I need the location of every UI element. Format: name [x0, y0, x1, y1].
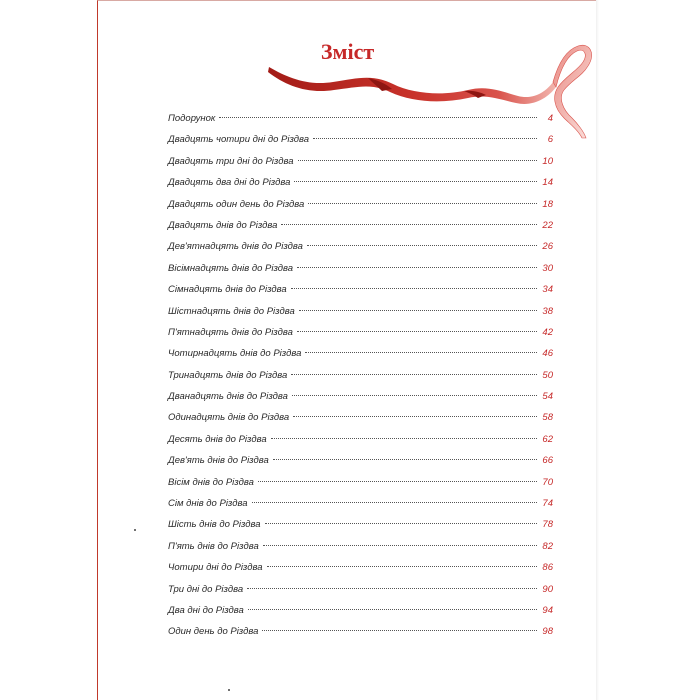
toc-leader-dots — [297, 267, 537, 268]
toc-leader-dots — [271, 438, 537, 439]
toc-entry-page-number: 78 — [542, 519, 553, 531]
toc-leader-dots — [263, 545, 537, 546]
print-speck — [134, 529, 136, 531]
toc-entry-page-number: 90 — [542, 583, 553, 595]
toc-leader-dots — [262, 630, 537, 631]
toc-entry[interactable] — [168, 455, 553, 476]
toc-leader-dots — [258, 481, 537, 482]
toc-leader-dots — [305, 352, 537, 353]
toc-entry[interactable] — [168, 519, 553, 540]
toc-entry-page-number: 14 — [542, 177, 553, 189]
toc-entry-page-number: 74 — [542, 498, 553, 510]
toc-entry[interactable] — [168, 605, 553, 626]
toc-entry[interactable] — [168, 241, 553, 262]
table-of-contents — [168, 113, 553, 648]
toc-entry-page-number: 86 — [542, 562, 553, 574]
toc-leader-dots — [294, 181, 537, 182]
toc-entry[interactable] — [168, 584, 553, 605]
toc-leader-dots — [292, 395, 537, 396]
toc-entry-page-number: 38 — [542, 305, 553, 317]
print-speck — [228, 689, 230, 691]
toc-entry[interactable] — [168, 562, 553, 583]
toc-entry-title: Тринадцять днів до Різдва — [168, 369, 288, 381]
toc-entry-page-number: 42 — [542, 326, 553, 338]
toc-entry-title: Двадцять один день до Різдва — [168, 198, 305, 210]
toc-entry[interactable] — [168, 134, 553, 155]
toc-leader-dots — [293, 416, 537, 417]
toc-entry-page-number: 98 — [542, 626, 553, 638]
toc-entry[interactable] — [168, 156, 553, 177]
toc-entry-page-number: 70 — [542, 476, 553, 488]
toc-entry[interactable] — [168, 498, 553, 519]
toc-entry[interactable] — [168, 306, 553, 327]
toc-entry-title: Шістнадцять днів до Різдва — [168, 305, 295, 317]
toc-leader-dots — [298, 160, 538, 161]
toc-leader-dots — [297, 331, 537, 332]
toc-entry-page-number: 94 — [542, 604, 553, 616]
toc-entry-page-number: 54 — [542, 391, 553, 403]
toc-leader-dots — [219, 117, 537, 118]
toc-entry-title: Двадцять два дні до Різдва — [168, 177, 291, 189]
toc-entry[interactable] — [168, 177, 553, 198]
toc-entry[interactable] — [168, 626, 553, 647]
toc-entry[interactable] — [168, 327, 553, 348]
toc-entry[interactable] — [168, 541, 553, 562]
toc-entry[interactable] — [168, 370, 553, 391]
toc-entry-title: Дванадцять днів до Різдва — [168, 391, 288, 403]
toc-entry-page-number: 6 — [547, 134, 553, 146]
toc-leader-dots — [267, 566, 537, 567]
toc-entry-title: Десять днів до Різдва — [168, 433, 267, 445]
toc-entry-title: Три дні до Різдва — [168, 583, 244, 595]
toc-entry[interactable] — [168, 263, 553, 284]
toc-leader-dots — [252, 502, 537, 503]
toc-entry[interactable] — [168, 199, 553, 220]
toc-entry-title: Один день до Різдва — [168, 626, 259, 638]
toc-entry[interactable] — [168, 113, 553, 134]
toc-entry-title: Чотири дні до Різдва — [168, 562, 263, 574]
toc-entry-title: Сім днів до Різдва — [168, 498, 248, 510]
toc-leader-dots — [281, 224, 537, 225]
toc-entry-title: Дев'ятнадцять днів до Різдва — [168, 241, 303, 253]
toc-entry-page-number: 50 — [542, 369, 553, 381]
toc-leader-dots — [291, 288, 537, 289]
toc-entry-title: П'ять днів до Різдва — [168, 540, 259, 552]
toc-entry-page-number: 82 — [542, 540, 553, 552]
toc-leader-dots — [247, 588, 537, 589]
toc-leader-dots — [291, 374, 537, 375]
toc-entry-title: Дев'ять днів до Різдва — [168, 455, 269, 467]
toc-leader-dots — [307, 245, 537, 246]
toc-entry-title: Шість днів до Різдва — [168, 519, 261, 531]
toc-leader-dots — [248, 609, 537, 610]
toc-entry-page-number: 58 — [542, 412, 553, 424]
ribbon-strip — [268, 67, 556, 104]
toc-entry-page-number: 34 — [542, 284, 553, 296]
toc-leader-dots — [313, 138, 537, 139]
toc-entry-page-number: 30 — [542, 262, 553, 274]
toc-leader-dots — [273, 459, 537, 460]
toc-leader-dots — [299, 310, 537, 311]
toc-entry-title: Вісім днів до Різдва — [168, 476, 254, 488]
toc-entry-page-number: 66 — [542, 455, 553, 467]
toc-entry[interactable] — [168, 477, 553, 498]
toc-leader-dots — [308, 203, 537, 204]
page-title: Зміст — [320, 39, 375, 64]
toc-entry-title: Чотирнадцять днів до Різдва — [168, 348, 302, 360]
toc-entry-title: Подорунок — [168, 113, 216, 124]
toc-entry-title: П'ятнадцять днів до Різдва — [168, 326, 293, 338]
toc-entry-page-number: 22 — [542, 219, 553, 231]
toc-entry[interactable] — [168, 348, 553, 369]
toc-leader-dots — [265, 523, 537, 524]
toc-entry-page-number: 46 — [542, 348, 553, 360]
toc-entry-page-number: 62 — [542, 433, 553, 445]
toc-entry-title: Сімнадцять днів до Різдва — [168, 284, 287, 296]
toc-entry-page-number: 4 — [547, 113, 553, 124]
toc-entry[interactable] — [168, 220, 553, 241]
ribbon-loop — [553, 45, 592, 138]
toc-entry-page-number: 26 — [542, 241, 553, 253]
toc-entry-page-number: 18 — [542, 198, 553, 210]
toc-entry-title: Два дні до Різдва — [168, 604, 244, 616]
toc-entry-title: Двадцять днів до Різдва — [168, 219, 278, 231]
toc-entry-title: Одинадцять днів до Різдва — [168, 412, 290, 424]
toc-entry[interactable] — [168, 434, 553, 455]
toc-entry[interactable] — [168, 284, 553, 305]
toc-entry-title: Вісімнадцять днів до Різдва — [168, 262, 294, 274]
toc-entry-title: Двадцять чотири дні до Різдва — [168, 134, 310, 146]
toc-entry-title: Двадцять три дні до Різдва — [168, 155, 294, 167]
toc-entry[interactable] — [168, 391, 553, 412]
toc-entry-page-number: 10 — [542, 155, 553, 167]
toc-entry[interactable] — [168, 412, 553, 433]
